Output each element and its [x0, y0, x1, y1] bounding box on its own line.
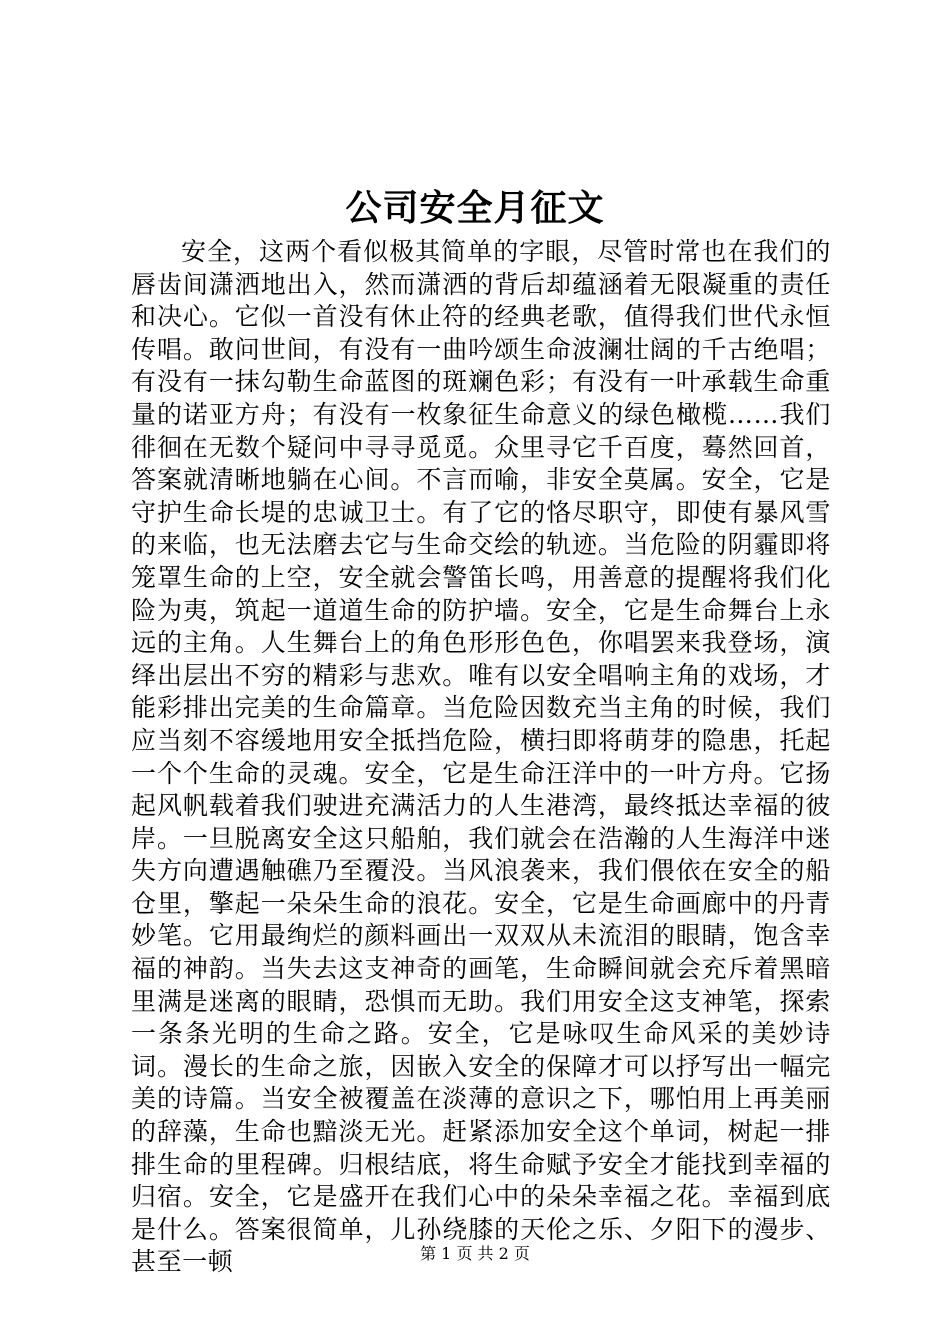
page-footer: 第 1 页 共 2 页 [420, 1244, 530, 1263]
document-title: 公司安全月征文 [345, 187, 605, 229]
document-body-paragraph: 安全，这两个看似极其简单的字眼，尽管时常也在我们的唇齿间潇洒地出入，然而潇洒的背后却蕴涵着无限凝重的责任和决心。它似一首没有休止符的经典老歌，值得我们世代永恒传唱。敢问世间，有没有一曲吟颂生命波澜壮阔的千古绝唱；有没有一抹勾勒生命蓝图的斑斓色彩；有没有一叶承载生命重量的诺亚方舟；有没有一枚象征生命意义的绿色橄榄……我们徘徊在无数个疑问中寻寻觅觅。众里寻它千百度，蓦然回首，答案就清晰地躺在心间。不言而喻，非安全莫属。安全，它是守护生命长堤的忠诚卫士。有了它的恪尽职守，即使有暴风雪的来临，也无法磨去它与生命交绘的轨迹。当危险的阴霾即将笼罩生命的上空，安全就会警笛长鸣，用善意的提醒将我们化险为夷，筑起一道道生命的防护墙。安全，它是生命舞台上永远的主角。人生舞台上的角色形形色色，你唱罢来我登场，演绎出层出不穷的精彩与悲欢。唯有以安全唱响主角的戏场，才能彩排出完美的生命篇章。当危险因数充当主角的时候，我们应当刻不容缓地用安全抵挡危险，横扫即将萌芽的隐患，托起一个个生命的灵魂。安全，它是生命汪洋中的一叶方舟。它扬起风帆载着我们驶进充满活力的人生港湾，最终抵达幸福的彼岸。一旦脱离安全这只船舶，我们就会在浩瀚的人生海洋中迷失方向遭遇触礁乃至覆没。当风浪袭来，我们偎依在安全的船仓里，擎起一朵朵生命的浪花。安全，它是生命画廊中的丹青妙笔。它用最绚烂的颜料画出一双双从未流泪的眼睛，饱含幸福的神韵。当失去这支神奇的画笔，生命瞬间就会充斥着黑暗里满是迷离的眼睛，恐惧而无助。我们用安全这支神笔，探索一条条光明的生命之路。安全，它是咏叹生命风采的美妙诗词。漫长的生命之旅，因嵌入安全的保障才可以抒写出一幅完美的诗篇。当安全被覆盖在淡薄的意识之下，哪怕用上再美丽的辞藻，生命也黯淡无光。赶紧添加安全这个单词，树起一排排生命的里程碑。归根结底，将生命赋予安全才能找到幸福的归宿。安全，它是盛开在我们心中的朵朵幸福之花。幸福到底是什么。答案很简单，儿孙绕膝的天伦之乐、夕阳下的漫步、甚至一顿 [131, 237, 831, 1277]
